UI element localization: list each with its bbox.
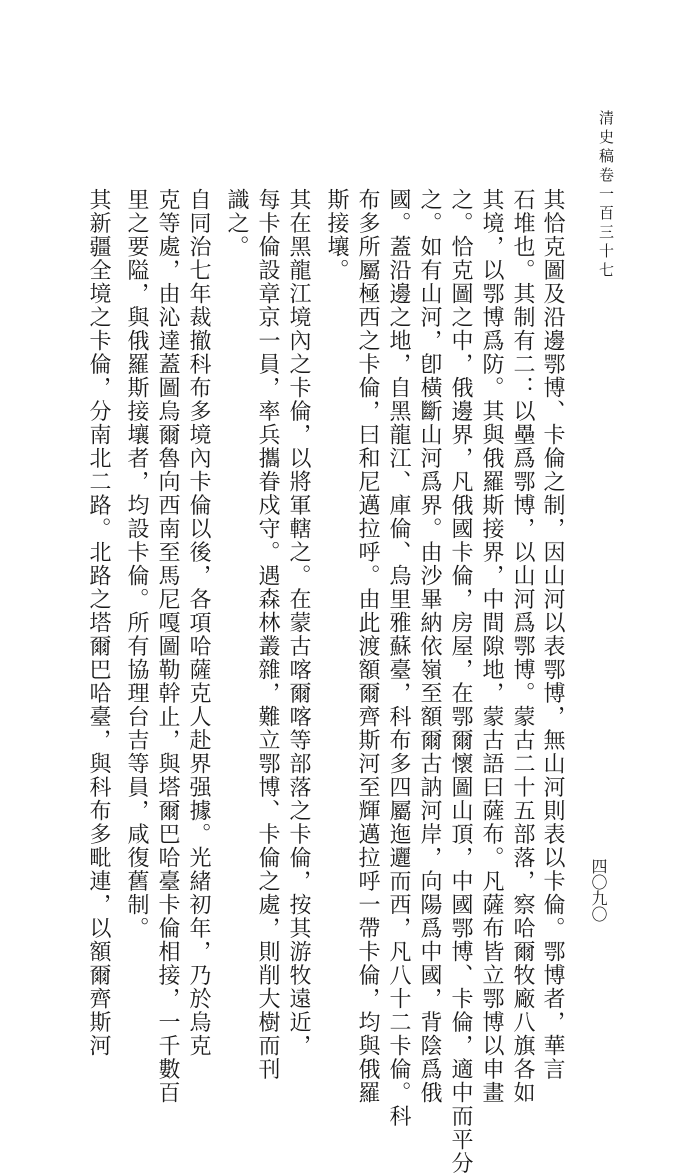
text-column-3: 其境，以鄂博爲防。其與俄羅斯接界，中間隙地，蒙古語曰薩布。凡薩布皆立鄂博以申畫 [479, 188, 504, 1105]
text-column-12: 自同治七年裁撤科布多境內卡倫以後，各項哈薩克人赴界强據。光緒初年，乃於烏克 [186, 188, 211, 1058]
text-column-13: 克等處，由沁達蓋圖烏爾魯向西南至馬尼嘎圖勒幹止，與塔爾巴哈臺卡倫相接，一千數百 [155, 188, 180, 1105]
text-column-4: 之。恰克圖之中，俄邊界，凡俄國卡倫，房屋，在鄂爾懷圖山頂，中國鄂博、卡倫，適中而平分 [448, 188, 473, 1175]
text-column-7: 布多所屬極西之卡倫，曰和尼邁拉呼。由此渡額爾齊斯河至輝邁拉呼一帶卡倫，均與俄羅 [355, 188, 380, 1105]
text-column-5: 之。如有山河，卽橫斷山河爲界。由沙畢納依嶺至額爾古訥河岸，向陽爲中國，背陰爲俄 [417, 188, 442, 1105]
text-column-15: 其新疆全境之卡倫，分南北二路。北路之塔爾巴哈臺，與科布多毗連，以額爾齊斯河 [86, 188, 111, 1058]
running-title: 清史稿卷一百三十七 [597, 110, 615, 281]
page-number: 四〇九〇 [589, 858, 608, 922]
text-column-6: 國。蓋沿邊之地，自黑龍江、庫倫、烏里雅蘇臺，科布多四屬迤邐而西，凡八十二卡倫。科 [386, 188, 411, 1128]
text-column-8: 斯接壤。 [324, 188, 349, 282]
text-column-1: 其恰克圖及沿邊鄂博、卡倫之制，因山河以表鄂博，無山河則表以卡倫。鄂博者，華言 [540, 188, 565, 1081]
text-column-11: 識之。 [224, 188, 249, 259]
text-column-9: 其在黑龍江境內之卡倫，以將軍轄之。在蒙古喀爾喀等部落之卡倫，按其游牧遠近， [286, 188, 311, 1058]
text-column-14: 里之要隘，與俄羅斯接壤者，均設卡倫。所有協理台吉等員，咸復舊制。 [124, 188, 149, 940]
text-column-2: 石堆也。其制有二：以壘爲鄂博，以山河爲鄂博。蒙古二十五部落，察哈爾牧廠八旗各如 [510, 188, 535, 1105]
text-column-10: 每卡倫設章京一員，率兵攜眷戍守。遇森林叢雜，難立鄂博、卡倫之處，則削大樹而刊 [255, 188, 280, 1081]
